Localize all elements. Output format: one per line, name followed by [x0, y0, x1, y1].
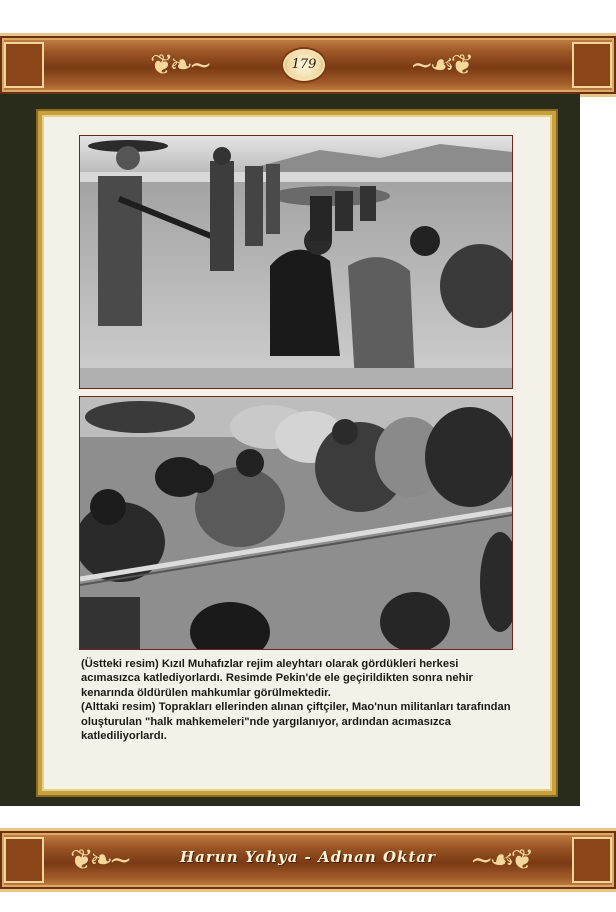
caption-bottom-photo: (Alttaki resim) Toprakları ellerinden alınan çiftçiler, Mao'nun militanları tarafından oluşturulan "halk mahkemeleri"nde yargılanıyor, ardından acımasızca katlediliyorlardı.	[81, 701, 511, 743]
scroll-ornament-left-icon: ❦❧~	[150, 48, 209, 81]
photo-top-execution	[79, 135, 513, 389]
scroll-ornament-left-icon: ❦❧~	[70, 843, 129, 876]
photo-bottom-trial	[79, 396, 513, 650]
scroll-ornament-right-icon: ~☙❦	[470, 843, 531, 876]
photo-caption	[81, 657, 513, 743]
scroll-ornament-right-icon: ~☙❦	[410, 48, 471, 81]
page-number: 179	[283, 49, 325, 81]
footer-credit: Harun Yahya - Adnan Oktar	[180, 848, 436, 866]
caption-top-photo: (Üstteki resim) Kızıl Muhafızlar rejim aleyhtarı olarak gördükleri herkesi acımasızca katlediyorlardı. Resimde Pekin'de ele geçirildikten sonra nehir kenarında öldürülen mahkumlar görülmektedir.	[81, 658, 473, 699]
